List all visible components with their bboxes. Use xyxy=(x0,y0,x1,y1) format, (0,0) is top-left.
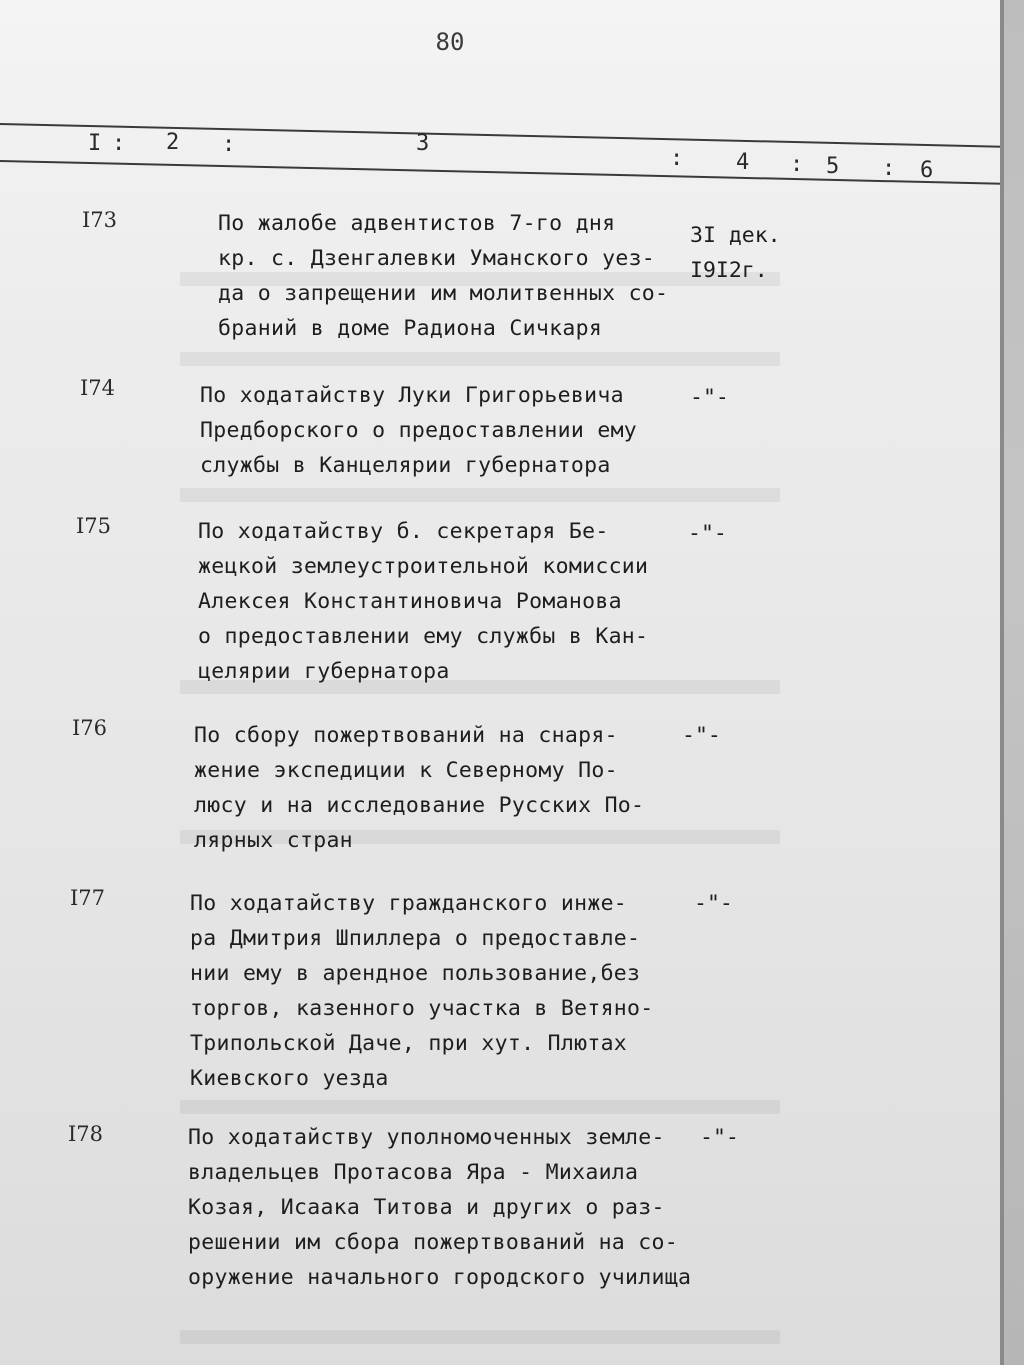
text-line: По ходатайству б. секретаря Бе- xyxy=(198,519,609,544)
entry-number: I76 xyxy=(72,716,108,740)
text-line: нии ему в арендное пользование,без xyxy=(190,961,641,986)
text-line: По ходатайству гражданского инже- xyxy=(190,891,628,916)
text-line: лярных стран xyxy=(194,828,353,853)
entry-description xyxy=(200,378,637,483)
text-line: По ходатайству уполномоченных земле- xyxy=(188,1125,665,1150)
text-line: торгов, казенного участка в Ветяно- xyxy=(190,996,654,1021)
date-line: 3I дек. xyxy=(690,223,781,248)
column-separator: : xyxy=(882,156,896,181)
text-line: о предоставлении ему службы в Кан- xyxy=(198,624,649,649)
entry-date xyxy=(700,1120,739,1155)
text-line: люсу и на исследование Русских По- xyxy=(194,793,645,818)
column-separator: : xyxy=(790,152,804,177)
text-line: да о запрещении им молитвенных со- xyxy=(218,281,669,306)
column-header: 4 xyxy=(736,150,750,175)
entry-number: I75 xyxy=(76,514,112,538)
date-line: -"- xyxy=(688,521,727,546)
column-header: I xyxy=(88,131,102,156)
text-line: ра Дмитрия Шпиллера о предоставле- xyxy=(190,926,641,951)
page-edge xyxy=(1000,0,1004,1365)
column-header: 5 xyxy=(826,154,840,179)
date-line: -"- xyxy=(690,385,729,410)
date-line: I9I2г. xyxy=(690,258,768,283)
text-line: владельцев Протасова Яра - Михаила xyxy=(188,1160,639,1185)
text-line: Трипольской Даче, при хут. Плютах xyxy=(190,1031,628,1056)
text-line: решении им сбора пожертвований на со- xyxy=(188,1230,679,1255)
column-header: 6 xyxy=(920,158,934,183)
entry-date xyxy=(690,380,729,415)
text-line: службы в Канцелярии губернатора xyxy=(200,453,611,478)
column-header: 3 xyxy=(416,131,430,156)
date-line: -"- xyxy=(682,723,721,748)
column-header: 2 xyxy=(166,130,180,155)
date-line: -"- xyxy=(700,1125,739,1150)
text-line: По ходатайству Луки Григорьевича xyxy=(200,383,624,408)
entry-date xyxy=(694,886,733,921)
text-line: оружение начального городского училища xyxy=(188,1265,692,1290)
text-line: Предборского о предоставлении ему xyxy=(200,418,638,443)
entry-number: I73 xyxy=(82,208,118,232)
column-separator: : xyxy=(670,146,684,171)
entry-number: I77 xyxy=(70,886,106,910)
text-line: кр. с. Дзенгалевки Уманского уез- xyxy=(218,246,656,271)
entry-number: I78 xyxy=(68,1122,104,1146)
text-line: Киевского уезда xyxy=(190,1066,389,1091)
text-line: жение экспедиции к Северному По- xyxy=(194,758,618,783)
page-number: 80 xyxy=(435,28,465,56)
text-line: По сбору пожертвований на снаря- xyxy=(194,723,618,748)
entry-date xyxy=(682,718,721,753)
text-line: жецкой землеустроительной комиссии xyxy=(198,554,649,579)
entry-description xyxy=(198,514,648,689)
entry-description xyxy=(188,1120,691,1295)
entry-description xyxy=(218,206,668,346)
text-line: браний в доме Радиона Сичкаря xyxy=(218,316,603,341)
text-line: По жалобе адвентистов 7-го дня xyxy=(218,211,616,236)
entry-description xyxy=(194,718,644,858)
column-separator: : xyxy=(112,131,126,156)
entry-date xyxy=(690,218,781,288)
entry-description xyxy=(190,886,654,1096)
date-line: -"- xyxy=(694,891,733,916)
column-separator: : xyxy=(222,132,236,157)
text-line: Алексея Константиновича Романова xyxy=(198,589,622,614)
text-line: Козая, Исаака Титова и других о раз- xyxy=(188,1195,665,1220)
entry-date xyxy=(688,516,727,551)
entry-number: I74 xyxy=(80,376,116,400)
text-line: целярии губернатора xyxy=(198,659,450,684)
